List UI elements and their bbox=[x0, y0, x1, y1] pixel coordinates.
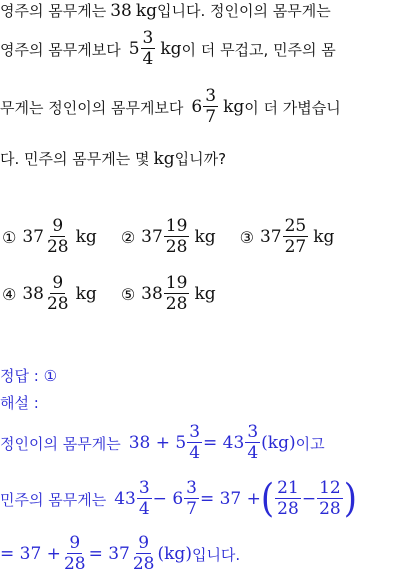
mixed-whole: 37 bbox=[141, 227, 163, 247]
expression: = 37 bbox=[88, 544, 130, 564]
unit: kg bbox=[75, 227, 97, 247]
text: 이 더 무겁고, 민주의 몸 bbox=[181, 40, 336, 59]
numerator: 21 bbox=[277, 478, 299, 498]
denominator: 4 bbox=[247, 443, 259, 463]
choice-mark: ④ bbox=[2, 284, 17, 304]
text: 정인이의 몸무게는 bbox=[0, 434, 121, 453]
problem-line-3 bbox=[0, 88, 341, 126]
fraction bbox=[45, 275, 71, 313]
unit: (kg) bbox=[261, 433, 296, 453]
unit: kg bbox=[223, 97, 245, 117]
choice-mark: ① bbox=[2, 227, 17, 247]
denominator: 28 bbox=[165, 294, 188, 314]
numerator: 3 bbox=[186, 478, 197, 498]
mixed-whole: 6 bbox=[191, 97, 203, 117]
denominator: 28 bbox=[165, 237, 188, 257]
numerator: 9 bbox=[138, 533, 150, 553]
left-paren: ( bbox=[260, 476, 275, 522]
choice-1[interactable] bbox=[2, 218, 97, 256]
denominator: 4 bbox=[189, 443, 201, 463]
unit: kg bbox=[194, 227, 216, 247]
fraction bbox=[137, 480, 152, 518]
unit: kg bbox=[194, 284, 216, 304]
choice-mark: ⑤ bbox=[120, 284, 136, 304]
fraction bbox=[141, 30, 156, 68]
choice-2[interactable] bbox=[121, 218, 216, 256]
numerator: 9 bbox=[52, 273, 64, 293]
numerator: 9 bbox=[52, 216, 64, 236]
unit: kg bbox=[160, 39, 182, 59]
expression: = 37 + bbox=[199, 489, 261, 509]
fraction bbox=[317, 480, 343, 518]
denominator: 28 bbox=[63, 554, 86, 574]
fraction bbox=[45, 218, 71, 256]
fraction bbox=[164, 275, 190, 313]
choice-4[interactable] bbox=[2, 275, 97, 313]
expression: 38 + 5 bbox=[128, 433, 187, 453]
answer-label: 정답 : ① bbox=[0, 367, 58, 385]
mixed-whole: 38 bbox=[141, 284, 163, 304]
text: 입니까? bbox=[174, 150, 227, 168]
numerator: 3 bbox=[247, 422, 259, 442]
text: 이고 bbox=[295, 434, 325, 453]
denominator: 28 bbox=[132, 554, 155, 574]
problem-line-2 bbox=[0, 30, 336, 68]
expression: = 37 + bbox=[0, 544, 61, 564]
expression: − 6 bbox=[152, 489, 184, 509]
numerator: 19 bbox=[165, 273, 188, 293]
choice-5[interactable] bbox=[121, 275, 216, 313]
problem-line-1 bbox=[0, 0, 331, 21]
denominator: 28 bbox=[277, 499, 299, 519]
choice-mark: ③ bbox=[239, 227, 254, 247]
numerator: 3 bbox=[205, 86, 217, 106]
fraction bbox=[62, 535, 88, 573]
fraction bbox=[203, 88, 218, 126]
mixed-whole: 38 bbox=[22, 284, 44, 304]
numerator: 3 bbox=[138, 478, 150, 498]
denominator: 27 bbox=[284, 237, 307, 257]
text: 다. 민주의 몸무게는 몇 bbox=[0, 150, 150, 168]
numerator: 3 bbox=[142, 28, 154, 48]
denominator: 4 bbox=[142, 49, 154, 69]
unit: kg bbox=[153, 148, 175, 169]
number: 38 bbox=[110, 0, 132, 21]
mixed-whole: 37 bbox=[259, 227, 282, 247]
explanation-label: 해설 : bbox=[0, 394, 39, 412]
denominator: 7 bbox=[205, 107, 217, 127]
unit: (kg) bbox=[157, 544, 192, 564]
text: 민주의 몸무게는 bbox=[0, 490, 107, 509]
numerator: 19 bbox=[165, 216, 188, 236]
fraction bbox=[245, 424, 260, 462]
choice-3[interactable] bbox=[240, 218, 335, 256]
denominator: 4 bbox=[138, 499, 150, 519]
expression: 43 bbox=[114, 489, 136, 509]
text: 입니다. bbox=[191, 545, 241, 564]
text: 입니다. 정인이의 몸무게는 bbox=[157, 2, 331, 20]
fraction bbox=[187, 424, 202, 462]
numerator: 25 bbox=[284, 216, 307, 236]
unit: kg bbox=[135, 0, 158, 21]
fraction bbox=[275, 480, 301, 518]
numerator: 9 bbox=[69, 533, 81, 553]
denominator: 28 bbox=[46, 294, 69, 314]
denominator: 28 bbox=[46, 237, 69, 257]
fraction bbox=[164, 218, 190, 256]
text: 이 더 가볍습니 bbox=[244, 98, 341, 117]
mixed-whole: 37 bbox=[22, 227, 44, 247]
problem-line-4 bbox=[0, 148, 226, 169]
solution-line-2 bbox=[0, 476, 357, 522]
solution-line-3 bbox=[0, 535, 240, 573]
unit: kg bbox=[313, 227, 335, 247]
text: 무게는 정인이의 몸무게보다 bbox=[0, 98, 184, 117]
numerator: 3 bbox=[189, 422, 201, 442]
minus-sign: − bbox=[301, 489, 317, 509]
numerator: 12 bbox=[319, 478, 341, 498]
fraction bbox=[131, 535, 157, 573]
choices-row-2 bbox=[2, 275, 216, 313]
choice-mark: ② bbox=[120, 227, 136, 247]
fraction bbox=[283, 218, 309, 256]
text: 영주의 몸무게는 bbox=[0, 2, 107, 20]
denominator: 28 bbox=[319, 499, 341, 519]
expression: = 43 bbox=[203, 433, 245, 453]
fraction bbox=[184, 480, 199, 518]
solution-line-1 bbox=[0, 424, 325, 462]
denominator: 7 bbox=[186, 499, 197, 519]
unit: kg bbox=[75, 284, 97, 304]
right-paren: ) bbox=[343, 476, 357, 522]
mixed-whole: 5 bbox=[128, 39, 140, 59]
text: 영주의 몸무게보다 bbox=[0, 40, 121, 59]
choices-row-1 bbox=[2, 218, 334, 256]
